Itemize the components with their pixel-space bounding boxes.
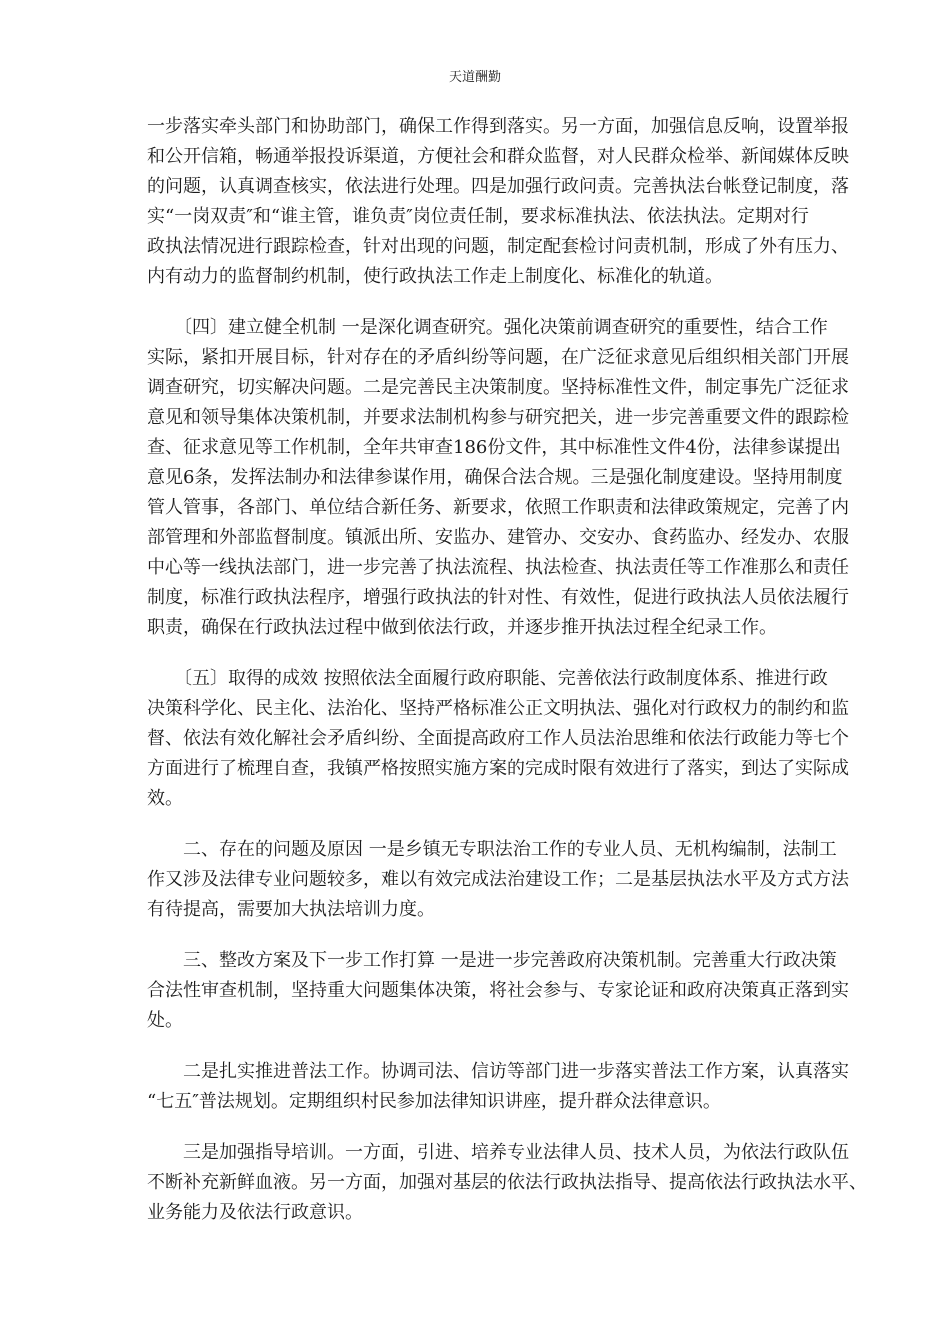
text-line: 制度，标准行政执法程序，增强行政执法的针对性、有效性，促进行政执法人员依法履行 (147, 587, 849, 608)
page-header: 天道酬勤 (448, 70, 501, 85)
text-line: 三是加强指导培训。一方面，引进、培养专业法律人员、技术人员，为依法行政队伍 (147, 1142, 849, 1163)
paragraph (147, 1138, 867, 1228)
text-line: 中心等一线执法部门，进一步完善了执法流程、执法检查、执法责任等工作准那么和责任 (147, 557, 849, 578)
text-line: 职责，确保在行政执法过程中做到依法行政，并逐步推开执法过程全纪录工作。 (147, 617, 777, 638)
paragraph (147, 664, 849, 814)
paragraph (147, 835, 849, 925)
text-line: 二是扎实推进普法工作。协调司法、信访等部门进一步落实普法工作方案，认真落实 (147, 1061, 849, 1082)
text-line: 合法性审查机制，坚持重大问题集体决策，将社会参与、专家论证和政府决策真正落到实 (147, 980, 849, 1001)
text-line: 不断补充新鲜血液。另一方面，加强对基层的依法行政执法指导、提高依法行政执法水平、 (147, 1172, 867, 1193)
text-line: 一步落实牵头部门和协助部门，确保工作得到落实。另一方面，加强信息反响，设置举报 (147, 116, 849, 137)
text-line: 〔四〕建立健全机制 一是深化调查研究。强化决策前调查研究的重要性，结合工作 (147, 317, 828, 338)
text-line: 和公开信箱，畅通举报投诉渠道，方便社会和群众监督，对人民群众检举、新闻媒体反映 (147, 146, 849, 167)
text-line: 调查研究，切实解决问题。二是完善民主决策制度。坚持标准性文件，制定事先广泛征求 (147, 377, 849, 398)
paragraph (147, 112, 849, 292)
text-line: 管人管事，各部门、单位结合新任务、新要求，依照工作职责和法律政策规定，完善了内 (147, 497, 849, 518)
text-line: 作又涉及法律专业问题较多，难以有效完成法治建设工作；二是基层执法水平及方式方法 (147, 869, 849, 890)
text-line: 意见6条，发挥法制办和法律参谋作用，确保合法合规。三是强化制度建设。坚持用制度 (147, 467, 843, 488)
text-line: 业务能力及依法行政意识。 (147, 1202, 363, 1223)
text-line: 决策科学化、民主化、法治化、坚持严格标准公正文明执法、强化对行政权力的制约和监 (147, 698, 849, 719)
text-line: 内有动力的监督制约机制，使行政执法工作走上制度化、标准化的轨道。 (147, 266, 723, 287)
text-line: 处。 (147, 1010, 183, 1031)
text-line: 效。 (147, 788, 183, 809)
text-line: 〔五〕取得的成效 按照依法全面履行政府职能、完善依法行政制度体系、推进行政 (147, 668, 828, 689)
text-line: 的问题，认真调查核实，依法进行处理。四是加强行政问责。完善执法台帐登记制度，落 (147, 176, 849, 197)
text-line: 意见和领导集体决策机制，并要求法制机构参与研究把关，进一步完善重要文件的跟踪检 (147, 407, 849, 428)
text-line: 政执法情况进行跟踪检查，针对出现的问题，制定配套检讨问责机制，形成了外有压力、 (147, 236, 849, 257)
document-body (147, 112, 867, 1249)
text-line: 查、征求意见等工作机制，全年共审查186份文件，其中标准性文件4份，法律参谋提出 (147, 437, 841, 458)
text-line: 三、整改方案及下一步工作打算 一是进一步完善政府决策机制。完善重大行政决策 (147, 950, 837, 971)
text-line: 实“一岗双责″和“谁主管，谁负责″岗位责任制，要求标准执法、依法执法。定期对行 (147, 206, 809, 227)
text-line: 二、存在的问题及原因 一是乡镇无专职法治工作的专业人员、无机构编制，法制工 (147, 839, 837, 860)
text-line: 督、依法有效化解社会矛盾纠纷、全面提高政府工作人员法治思维和依法行政能力等七个 (147, 728, 849, 749)
text-line: “七五″普法规划。定期组织村民参加法律知识讲座，提升群众法律意识。 (147, 1091, 721, 1112)
text-line: 部管理和外部监督制度。镇派出所、安监办、建管办、交安办、食药监办、经发办、农服 (147, 527, 849, 548)
text-line: 有待提高，需要加大执法培训力度。 (147, 899, 435, 920)
paragraph (147, 1057, 849, 1117)
text-line: 实际，紧扣开展目标，针对存在的矛盾纠纷等问题，在广泛征求意见后组织相关部门开展 (147, 347, 849, 368)
paragraph (147, 313, 849, 643)
text-line: 方面进行了梳理自查，我镇严格按照实施方案的完成时限有效进行了落实，到达了实际成 (147, 758, 849, 779)
paragraph (147, 946, 849, 1036)
